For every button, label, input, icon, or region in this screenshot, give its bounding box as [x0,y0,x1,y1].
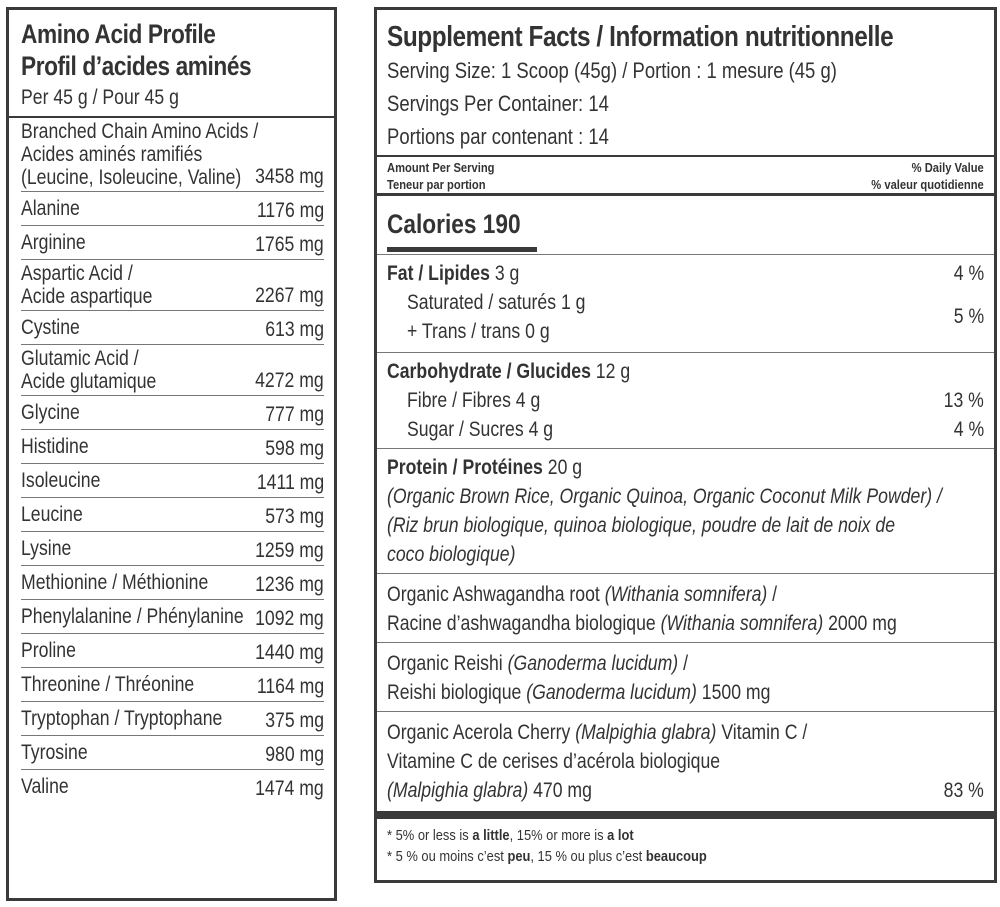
amino-row [21,702,324,736]
footnote-fr: * 5 % ou moins c’est peu, 15 % ou plus c’est beaucoup [387,848,707,865]
amino-value: 1092 mg [255,607,324,630]
amino-value: 1474 mg [255,777,324,800]
acerola-dv: 83 % [943,779,984,802]
sugar-label: Sugar / Sucres 4 g [407,418,554,441]
carb-row [387,357,984,386]
sugar-dv: 4 % [953,418,984,441]
amino-value: 777 mg [265,403,324,426]
fat-row [387,259,984,288]
protein-source-3: coco biologique) [387,543,516,566]
amino-row [21,118,324,192]
protein-section [387,449,984,573]
amino-value: 1236 mg [255,573,324,596]
supplement-facts-panel [374,7,997,883]
ashwagandha-line-2: Racine d’ashwagandha biologique (Withania somnifera) 2000 mg [387,612,897,635]
amino-value: 613 mg [265,318,324,341]
column-header [387,157,984,193]
amino-name: Methionine / Méthionine [21,571,209,594]
amino-row [21,736,324,770]
amino-name: Glutamic Acid / Acide glutamique [21,347,157,393]
amino-value: 980 mg [265,743,324,766]
amount-per-serving-label: Amount Per Serving [387,160,495,175]
calories-underline [387,247,537,252]
fibre-dv: 13 % [943,389,984,412]
sugar-row [387,415,984,444]
amino-value: 1440 mg [255,641,324,664]
fibre-row [387,386,984,415]
amino-name: Branched Chain Amino Acids / Acides aminés ramifiés (Leucine, Isoleucine, Valine) [21,120,259,189]
amino-per-serving: Per 45 g / Pour 45 g [21,86,179,109]
amino-row [21,600,324,634]
amino-value: 1411 mg [256,471,324,494]
amino-name: Tryptophan / Tryptophane [21,707,223,730]
carb-label: Carbohydrate / Glucides [387,360,591,383]
amino-name: Arginine [21,231,86,254]
fibre-label: Fibre / Fibres 4 g [407,389,541,412]
ashwagandha-line-1: Organic Ashwagandha root (Withania somnifera) / [387,583,778,606]
calories-row [387,196,984,254]
carb-amount: 12 g [590,360,631,383]
amino-row [21,498,324,532]
amino-value: 1176 mg [256,199,324,222]
amino-name: Tyrosine [21,741,88,764]
teneur-par-portion-label: Teneur par portion [387,177,486,192]
amino-row [21,668,324,702]
footnotes [387,825,984,867]
fat-label: Fat / Lipides [387,262,490,285]
protein-row [387,453,984,482]
reishi-line-1: Organic Reishi (Ganoderma lucidum) / [387,652,688,675]
amino-row [21,260,324,311]
amino-row [21,464,324,498]
reishi-section [387,643,984,711]
amino-value: 2267 mg [255,284,324,307]
amino-name: Isoleucine [21,469,101,492]
amino-value: 4272 mg [255,369,324,392]
amino-name: Leucine [21,503,83,526]
amino-row [21,532,324,566]
divider-thick [377,811,994,819]
amino-table [21,118,324,803]
amino-title-en: Amino Acid Profile [21,19,216,49]
fat-section [387,255,984,352]
valeur-quotidienne-label: % valeur quotidienne [871,177,984,192]
amino-value: 573 mg [265,505,324,528]
amino-row [21,770,324,803]
amino-value: 1259 mg [255,539,324,562]
fat-amount: 3 g [489,262,520,285]
amino-name: Threonine / Thréonine [21,673,195,696]
amino-name: Cystine [21,316,80,339]
servings-per-container: Servings Per Container: 14 [387,91,609,116]
amino-name: Lysine [21,537,72,560]
carb-section [387,353,984,448]
amino-value: 1765 mg [255,233,324,256]
protein-source-2: (Riz brun biologique, quinoa biologique, poudre de lait de noix de [387,514,896,537]
amino-acid-panel [6,7,337,901]
amino-row [21,345,324,396]
amino-name: Phenylalanine / Phénylanine [21,605,244,628]
amino-value: 3458 mg [255,165,324,188]
amino-name: Valine [21,775,69,798]
amino-value: 598 mg [265,437,324,460]
protein-source-1: (Organic Brown Rice, Organic Quinoa, Organic Coconut Milk Powder) / [387,485,942,508]
amino-title-fr: Profil d’acides aminés [21,51,252,81]
amino-row [21,311,324,345]
trans-row: + Trans / trans 0 g [407,320,550,343]
amino-name: Proline [21,639,76,662]
amino-row [21,396,324,430]
saturated-trans-rows [387,288,984,346]
amino-value: 1164 mg [256,675,324,698]
daily-value-label: % Daily Value [911,160,984,175]
serving-size: Serving Size: 1 Scoop (45g) / Portion : 1 mesure (45 g) [387,58,837,83]
acerola-line-1: Organic Acerola Cherry (Malpighia glabra) Vitamin C / [387,721,808,744]
saturated-row: Saturated / saturés 1 g [407,291,586,314]
amino-row [21,192,324,226]
ashwagandha-section [387,574,984,642]
amino-row [21,634,324,668]
supplement-title: Supplement Facts / Information nutritionnelle [387,21,894,53]
amino-value: 375 mg [265,709,324,732]
reishi-line-2: Reishi biologique (Ganoderma lucidum) 1500 mg [387,681,771,704]
amino-name: Histidine [21,435,89,458]
acerola-line-2: Vitamine C de cerises d’acérola biologique [387,750,721,773]
amino-name: Glycine [21,401,80,424]
acerola-section [387,712,984,811]
amino-row [21,430,324,464]
calories-value: Calories 190 [387,209,521,239]
amino-row [21,226,324,260]
saturated-trans-dv: 5 % [953,305,984,328]
amino-row [21,566,324,600]
fat-dv: 4 % [953,262,984,285]
acerola-line-3: (Malpighia glabra) 470 mg 83 % [387,776,984,805]
protein-amount: 20 g [542,456,583,479]
portions-par-contenant: Portions par contenant : 14 [387,124,609,149]
protein-label: Protein / Protéines [387,456,543,479]
amino-name: Aspartic Acid / Acide aspartique [21,262,153,308]
amino-name: Alanine [21,197,80,220]
footnote-en: * 5% or less is a little, 15% or more is a lot [387,827,634,844]
